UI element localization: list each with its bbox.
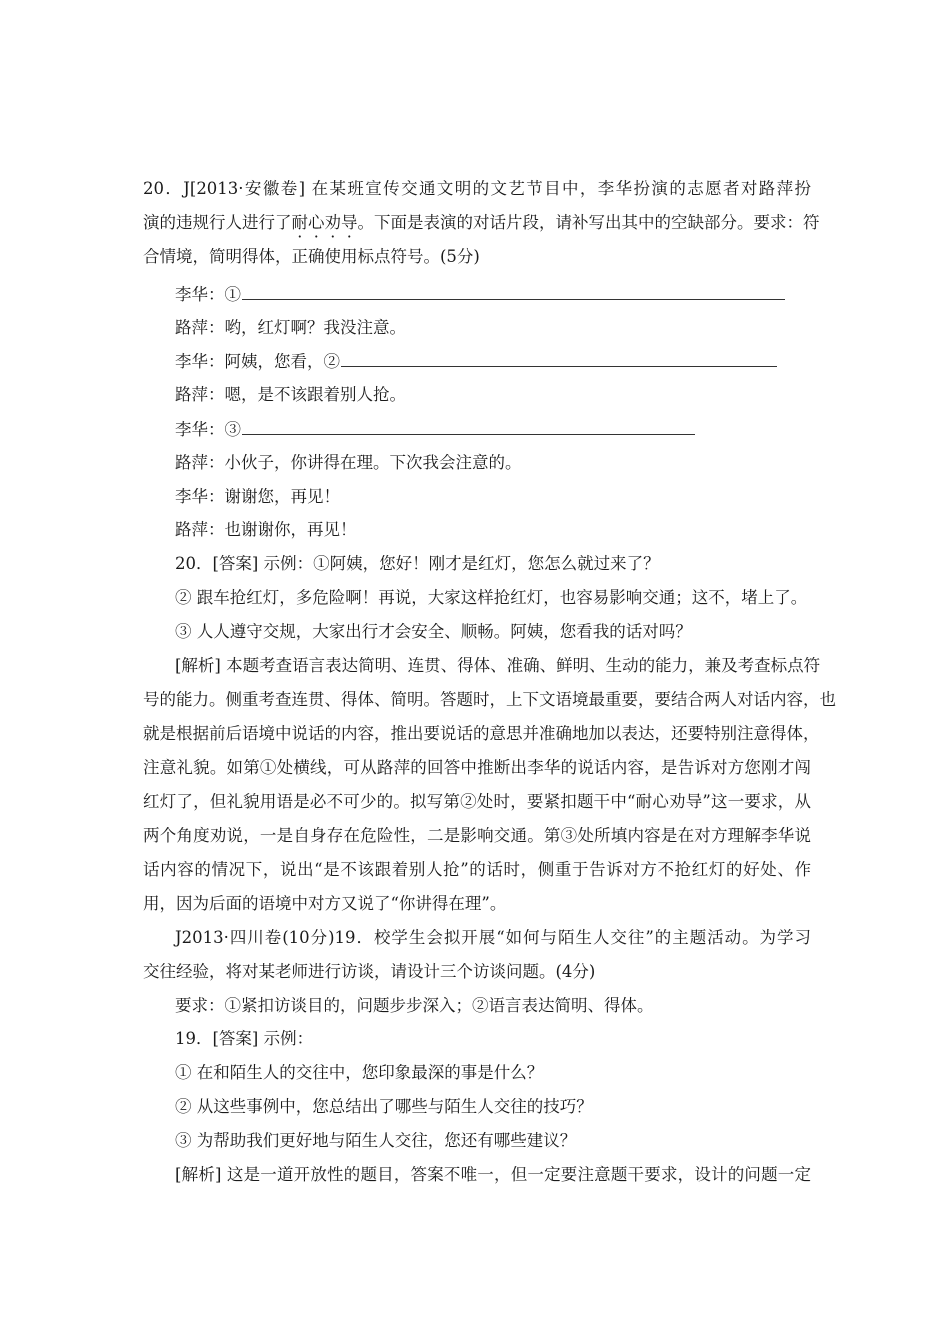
dialogue-line-4: 路萍：嗯，是不该跟着别人抢。 (175, 385, 406, 404)
q20-explanation-7: 话内容的情况下，说出“是不该跟着别人抢”的话时，侧重于告诉对方不抢红灯的好处、作 (143, 860, 811, 879)
q20-explanation-2: 号的能力。侧重考查连贯、得体、简明。答题时，上下文语境最重要，要结合两人对话内容，也 (143, 690, 836, 709)
q20-answer-2: ② 跟车抢红灯，多危险啊！再说，大家这样抢红灯，也容易影响交通；这不，堵上了。 (175, 588, 808, 607)
dialogue-line-2: 路萍：哟，红灯啊？我没注意。 (175, 318, 406, 337)
q19-answer-3: ③ 为帮助我们更好地与陌生人交往，您还有哪些建议？ (175, 1131, 577, 1150)
dialogue-text: 李华：阿姨，您看，② (175, 352, 340, 371)
q20-line-1: 20．J[2013·安徽卷] 在某班宣传交通文明的文艺节目中，李华扮演的志愿者对路萍扮 (143, 179, 811, 198)
q20-explanation-8: 用，因为后面的语境中对方又说了“你讲得在理”。 (143, 894, 507, 913)
dialogue-text: 李华：① (175, 285, 241, 304)
dialogue-line-1 (175, 283, 785, 306)
q20-line-2 (143, 212, 820, 234)
q20-line-3: 合情境，简明得体，正确使用标点符号。(5分) (143, 247, 480, 266)
q19-line-1: J2013·四川卷(10分)19．校学生会拟开展“如何与陌生人交往”的主题活动。为学习 (175, 928, 811, 947)
dialogue-line-8: 路萍：也谢谢你，再见！ (175, 520, 357, 539)
dialogue-line-5 (175, 418, 695, 441)
q20-explanation-1: [解析] 本题考查语言表达简明、连贯、得体、准确、鲜明、生动的能力，兼及考查标点符 (175, 656, 821, 675)
answer-blank-1[interactable] (242, 283, 785, 300)
dialogue-line-7: 李华：谢谢您，再见！ (175, 487, 340, 506)
q20-line-2a: 演的违规行人进行了 (143, 213, 292, 232)
answer-blank-2[interactable] (341, 350, 777, 367)
q19-requirement: 要求：①紧扣访谈目的，问题步步深入；②语言表达简明、得体。 (175, 996, 654, 1015)
answer-blank-3[interactable] (242, 418, 695, 435)
dialogue-line-3 (175, 350, 777, 373)
emphasis-char-4: 导 (341, 213, 358, 232)
q19-answer-label: 19．[答案] 示例： (175, 1029, 314, 1048)
q20-line-2b: 。下面是表演的对话片段，请补写出其中的空缺部分。要求：符 (357, 213, 820, 232)
q19-line-2: 交往经验，将对某老师进行访谈，请设计三个访谈问题。(4分) (143, 962, 596, 981)
q20-answer-1: 20．[答案] 示例：①阿姨，您好！刚才是红灯，您怎么就过来了？ (175, 554, 660, 573)
dialogue-text: 李华：③ (175, 420, 241, 439)
dialogue-line-6: 路萍：小伙子，你讲得在理。下次我会注意的。 (175, 453, 522, 472)
q19-answer-2: ② 从这些事例中，您总结出了哪些与陌生人交往的技巧？ (175, 1097, 593, 1116)
emphasis-char-3: 劝 (324, 213, 341, 232)
q20-explanation-6: 两个角度劝说，一是自身存在危险性，二是影响交通。第③处所填内容是在对方理解李华说 (143, 826, 811, 845)
emphasis-char-2: 心 (308, 213, 325, 232)
q19-explanation-1: [解析] 这是一道开放性的题目，答案不唯一，但一定要注意题干要求，设计的问题一定 (175, 1165, 811, 1184)
emphasis-char-1: 耐 (291, 213, 308, 232)
q20-explanation-5: 红灯了，但礼貌用语是必不可少的。拟写第②处时，要紧扣题干中“耐心劝导”这一要求，从 (143, 792, 811, 811)
q20-explanation-3: 就是根据前后语境中说话的内容，推出要说话的意思并准确地加以表达，还要特别注意得体， (143, 724, 820, 743)
q20-explanation-4: 注意礼貌。如第①处横线，可从路萍的回答中推断出李华的说话内容，是告诉对方您刚才闯 (143, 758, 811, 777)
q20-answer-3: ③ 人人遵守交规，大家出行才会安全、顺畅。阿姨，您看我的话对吗？ (175, 622, 692, 641)
q19-answer-1: ① 在和陌生人的交往中，您印象最深的事是什么？ (175, 1063, 544, 1082)
